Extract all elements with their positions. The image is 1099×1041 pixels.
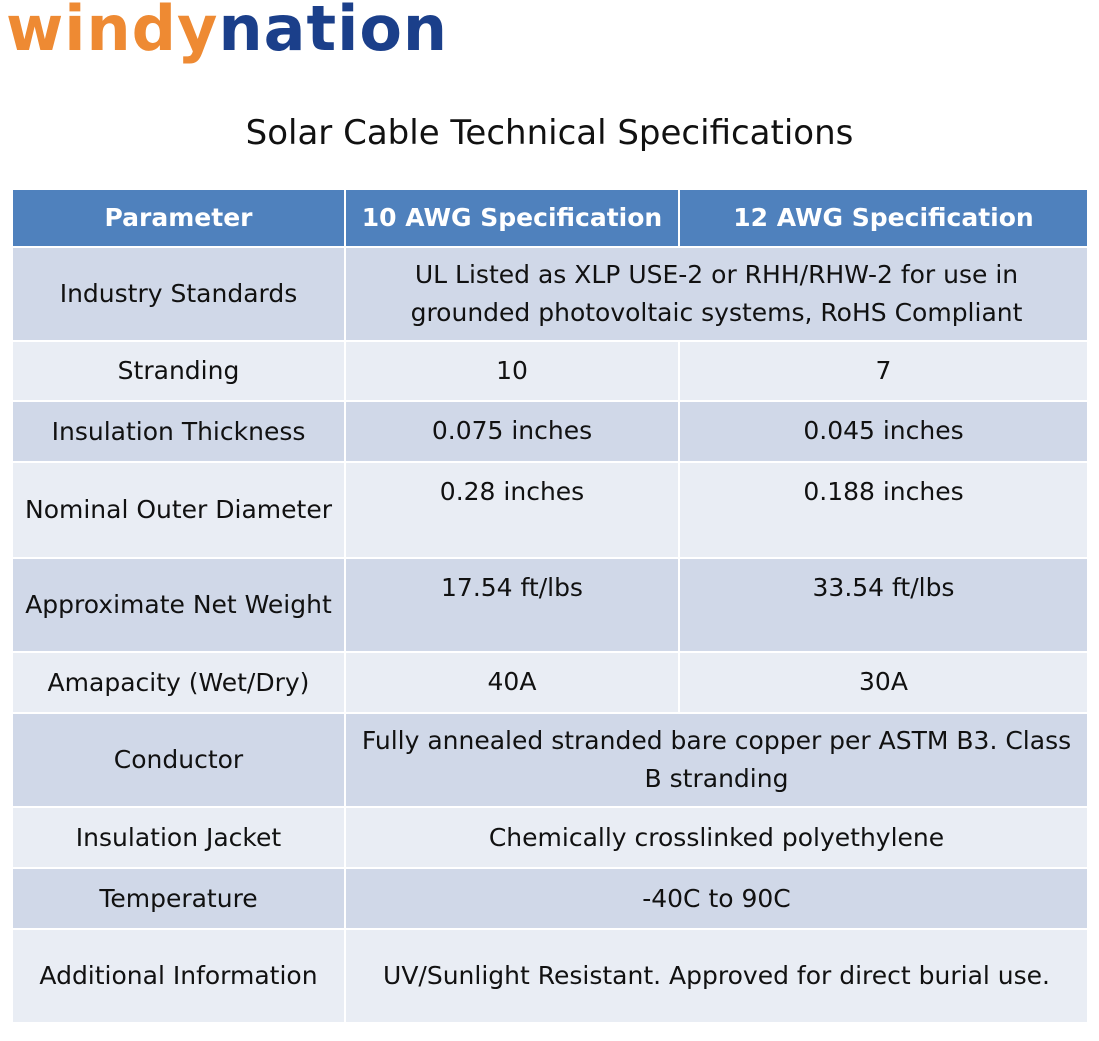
row-amapacity xyxy=(12,652,1088,713)
merged-value-cell: UL Listed as XLP USE-2 or RHH/RHW-2 for use in grounded photovoltaic systems, RoHS Compliant xyxy=(345,247,1088,341)
param-cell: Temperature xyxy=(12,868,345,929)
value-10awg-cell: 0.28 inches xyxy=(345,462,679,558)
value-10awg-cell: 17.54 ft/lbs xyxy=(345,558,679,652)
row-nominal-outer-diameter xyxy=(12,462,1088,558)
windynation-logo xyxy=(6,0,448,64)
param-cell: Approximate Net Weight xyxy=(12,558,345,652)
row-conductor xyxy=(12,713,1088,807)
param-cell: Insulation Thickness xyxy=(12,401,345,462)
merged-value-cell: -40C to 90C xyxy=(345,868,1088,929)
value-10awg-cell: 10 xyxy=(345,341,679,401)
param-cell: Amapacity (Wet/Dry) xyxy=(12,652,345,713)
param-cell: Industry Standards xyxy=(12,247,345,341)
row-temperature xyxy=(12,868,1088,929)
value-12awg-cell: 7 xyxy=(679,341,1088,401)
row-industry-standards xyxy=(12,247,1088,341)
logo-part-nation: nation xyxy=(218,0,449,65)
merged-value-cell: Chemically crosslinked polyethylene xyxy=(345,807,1088,868)
param-cell: Stranding xyxy=(12,341,345,401)
spec-table xyxy=(11,188,1089,1024)
header-parameter: Parameter xyxy=(12,189,345,247)
value-12awg-cell: 33.54 ft/lbs xyxy=(679,558,1088,652)
param-cell: Nominal Outer Diameter xyxy=(12,462,345,558)
param-cell: Additional Information xyxy=(12,929,345,1023)
value-10awg-cell: 40A xyxy=(345,652,679,713)
value-12awg-cell: 0.045 inches xyxy=(679,401,1088,462)
header-row xyxy=(12,189,1088,247)
row-insulation-thickness xyxy=(12,401,1088,462)
row-additional-information xyxy=(12,929,1088,1023)
header-10awg: 10 AWG Specification xyxy=(345,189,679,247)
logo-part-windy: windy xyxy=(6,0,219,65)
value-12awg-cell: 0.188 inches xyxy=(679,462,1088,558)
merged-value-cell: UV/Sunlight Resistant. Approved for direct burial use. xyxy=(345,929,1088,1023)
header-12awg: 12 AWG Specification xyxy=(679,189,1088,247)
row-insulation-jacket xyxy=(12,807,1088,868)
param-cell: Insulation Jacket xyxy=(12,807,345,868)
merged-value-cell: Fully annealed stranded bare copper per ASTM B3. Class B stranding xyxy=(345,713,1088,807)
value-10awg-cell: 0.075 inches xyxy=(345,401,679,462)
value-12awg-cell: 30A xyxy=(679,652,1088,713)
page-title: Solar Cable Technical Specifications xyxy=(245,113,854,153)
row-stranding xyxy=(12,341,1088,401)
param-cell: Conductor xyxy=(12,713,345,807)
row-approximate-net-weight xyxy=(12,558,1088,652)
